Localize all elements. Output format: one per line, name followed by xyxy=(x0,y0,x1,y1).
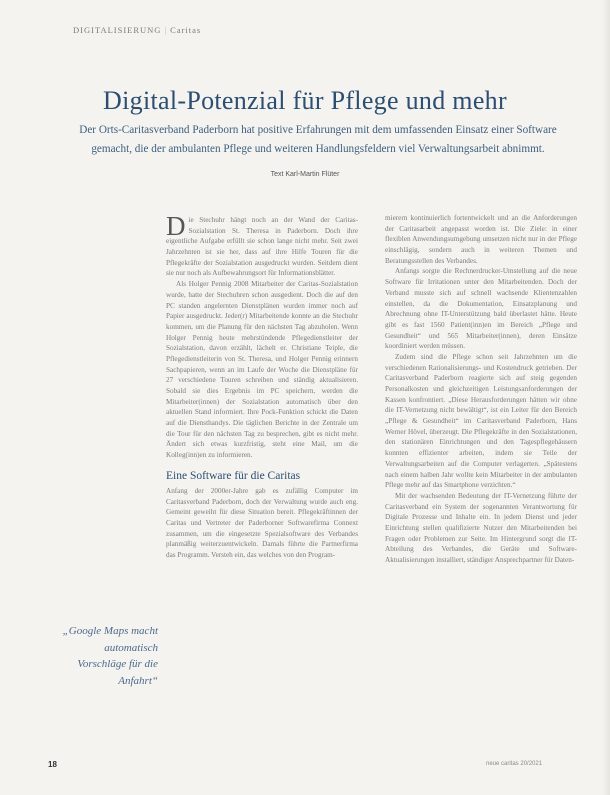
paragraph: Anfang der 2000er-Jahre gab es zufällig Computer im Caritasverband Paderborn, doch der Verwaltung wurde auch eng. Gemeint geweiht für diese Situation bereit. Pflegekräftinnen der Caritas und Vertreter der Paderborner Softwarefirma Connext zusammen, um die eingesetzte Spezialsoftware des Verbandes planmäßig weiterzuentwickeln. Damals führte die Partnerfirma das Programm. Versteh ein, das welches von den Program- xyxy=(166,486,358,559)
section-heading: Eine Software für die Caritas xyxy=(166,469,301,482)
paragraph: Anfangs sorgte die Rechnerdrucker-Umstellung auf die neue Software für Irritationen unter den Mitarbeitenden. Doch der Verband musste sich auf schnell wachsende Klientenzahlen einstellen, da die Dokumentation, Einsatzplanung und Abrechnung ohne IT-Unterstützung bald überlastet hätte. Heute gibt es fast 1560 Patient(inn)en im Bereich „Pflege und Gesundheit“ und 565 Mitarbeiter(innen), deren Einsätze koordiniert werden müssen. xyxy=(385,267,577,351)
pull-quote: „Google Maps macht automatisch Vorschläge für die Anfahrt“ xyxy=(62,625,158,687)
text-column-right xyxy=(385,213,577,566)
footer-publication: neue caritas 20/2021 xyxy=(486,761,543,767)
rubric-category: Caritas xyxy=(170,25,202,35)
page-number: 18 xyxy=(48,760,57,769)
rubric-section: DIGITALISIERUNG xyxy=(73,25,162,35)
paragraph: Mit der wachsenden Bedeutung der IT-Vernetzung führte der Caritasverband ein System der sogenannten Verantwortung für Digitale Prozesse und Inhalte ein. In jedem Dienst und jeder Einrichtung stellen qualifizierte Nutzer den Mitarbeitenden bei Fragen oder Problemen zur Seite. Im Hintergrund sorgt die IT-Abteilung des Verbandes, die Geräte und Software-Aktualisierungen installiert, ständiger Ansprechpartner für Daten- xyxy=(385,491,577,564)
paragraph: Zudem sind die Pflege schon seit Jahrzehnten um die verschiedenen Rationalisierungs- und Kostendruck getrieben. Der Caritasverband Paderborn reagierte sich auf steig gegenden Personalkosten und gleichzeitigen Leistungsanforderungen der Kassen konfrontiert. „Diese Herausforderungen hätten wir ohne die IT-Vernetzung nicht bewältigt“, ist ein Leiter für den Bereich „Pflege & Gesundheit“ im Caritasverband Paderborn, Hans Werner Hövel, überzeugt. Die Pflegekräfte in den Sozialstationen, den stationären Einrichtungen und den Tagespflegehäusern konnten effizienter arbeiten, indem sie Teile der Verwaltungsarbeiten auf die Computer verlagerten. „Spätestens nach einem halben Jahr wollte kein Mitarbeiter in der ambulanten Pflege mehr auf das Smartphone verzichten.“ xyxy=(385,352,577,490)
article-title: Digital-Potenzial für Pflege und mehr xyxy=(103,86,507,115)
rubric xyxy=(73,25,201,35)
paragraph xyxy=(166,211,358,279)
article-lead: Der Orts-Caritasverband Paderborn hat positive Erfahrungen mit dem umfassenden Einsatz einer Software gemacht, die der ambulanten Pflege und weiteren Handlungsfeldern viel Verwaltungsarbeit abnimmt. xyxy=(79,124,557,155)
drop-cap: D xyxy=(166,211,186,241)
article-author: Text Karl-Martin Flüter xyxy=(270,171,340,178)
text-column-left xyxy=(166,211,358,561)
paragraph: Als Holger Pennig 2008 Mitarbeiter der Caritas-Sozialstation wurde, hatte der Stechuhren schon ausgedient. Doch die auf den PC standen angelernten Dienstplänen wurden immer noch auf Papier ausgedruckt. Jeder(r) Mitarbeitende konnte an die Stechuhr kommen, um die Planung für den nächsten Tag abzuholen. Wenn Holger Pennig heute mehrstündende Pflegedienstleiter der Sozialstation, davon erzählt, lächelt er. Christiane Teiple, die Pflegedienstleiterin von St. Theresa, und Holger Pennig erinnern Sachpapieren, wenn an im Laufe der Woche die Dienstpläne für 27 verschiedene Touren schreiben und ständig aktualisieren. Sobald sie dies Ergebnis im PC speichern, werden die Mitarbeiter(innen) der Sozialstation automatisch über den aktuellen Stand informiert. Ihre Pock-Funktion schickt die Daten auf die Diensthandys. Die täglichen Berichte in der Zentrale um die Tour für den nächsten Tag zu besprechen, gibt es nicht mehr. Ändert sich etwas kurzfristig, steht eine Mail, um die Kolleg(inn)en zu informieren. xyxy=(166,280,358,460)
paragraph: mierern kontinuierlich fortentwickelt und an die Anforderungen der Caritasarbeit angepasst worden ist. Die Ziele: in einer flexiblen Anwendungsumgebung umsetzen nicht nur in der Pflege einschlägig, sondern auch in weiteren Themen und Beratungsstellen des Verbandes. xyxy=(385,214,577,265)
rubric-separator: | xyxy=(164,25,168,35)
paragraph-text: ie Stechuhr hängt noch an der Wand der Caritas-Sozialstation St. Theresa in Paderborn. Doch ihre eigentliche Aufgabe erfüllt sie schon lange nicht mehr. Seit zwei Jahrzehnten ist sie her, dass auf ihre Hilfe Touren für die Pflegekräfte der Sozialstation ausgedruckt wurden. Seitdem dient sie nur noch als Aufbewahrungsort für Informationsblätter. xyxy=(166,216,358,278)
scan-edge xyxy=(602,0,610,795)
